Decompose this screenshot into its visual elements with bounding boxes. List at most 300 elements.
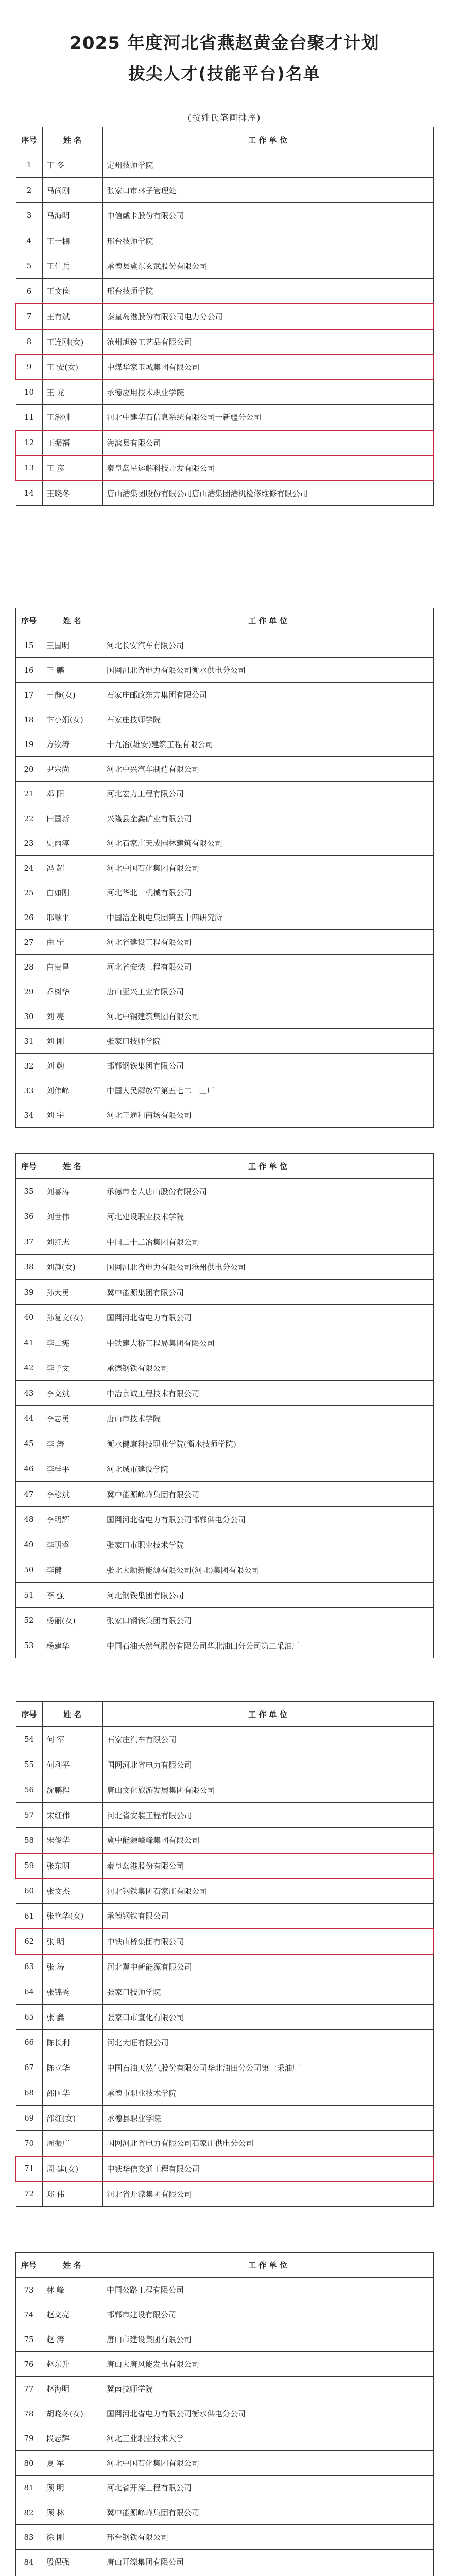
person-name: 陈立华 bbox=[42, 2055, 102, 2080]
table-row bbox=[16, 2156, 433, 2181]
header-unit: 工 作 单 位 bbox=[102, 2253, 434, 2278]
work-unit: 中铁山桥集团有限公司 bbox=[102, 1929, 433, 1954]
table-row bbox=[16, 1004, 434, 1029]
row-number: 83 bbox=[16, 2525, 42, 2550]
person-name: 段志辉 bbox=[42, 2426, 102, 2451]
person-name: 李志勇 bbox=[42, 1406, 102, 1431]
person-name: 李子文 bbox=[42, 1355, 102, 1381]
row-number: 75 bbox=[16, 2327, 42, 2352]
person-name: 冯 超 bbox=[42, 856, 102, 880]
work-unit: 秦皇岛港股份有限公司 bbox=[102, 1853, 433, 1878]
table-row bbox=[16, 1054, 434, 1078]
work-unit: 冀中能源集团有限公司 bbox=[102, 1280, 434, 1305]
person-name: 刘 刚 bbox=[42, 1029, 102, 1054]
table-row bbox=[16, 1608, 434, 1633]
work-unit: 张家口市职业技术学院 bbox=[102, 1532, 434, 1557]
work-unit: 河北省开滦集团有限公司 bbox=[102, 2181, 433, 2207]
row-number: 44 bbox=[16, 1406, 42, 1431]
work-unit: 海滨县有限公司 bbox=[102, 430, 433, 455]
person-name: 马海明 bbox=[42, 203, 102, 228]
person-name: 尹宗尚 bbox=[42, 757, 102, 782]
person-name: 胡晓冬(女) bbox=[42, 2401, 102, 2426]
table-row bbox=[16, 1507, 434, 1532]
person-name: 张东明 bbox=[42, 1853, 102, 1878]
work-unit: 国网河北省电力有限公司邯郸供电分公司 bbox=[102, 1507, 434, 1532]
person-name: 刘 勋 bbox=[42, 1054, 102, 1078]
table-row bbox=[16, 1381, 434, 1406]
table-row bbox=[16, 405, 433, 430]
work-unit: 河北钢铁集团有限公司 bbox=[102, 1583, 434, 1608]
table-row bbox=[16, 1029, 434, 1054]
table-row bbox=[16, 633, 434, 658]
person-name: 周 建(女) bbox=[42, 2156, 102, 2181]
person-name: 马尚刚 bbox=[42, 178, 102, 203]
row-number: 81 bbox=[16, 2476, 42, 2500]
person-name: 刘伟峰 bbox=[42, 1078, 102, 1103]
person-name: 李桂平 bbox=[42, 1456, 102, 1482]
row-number: 4 bbox=[16, 228, 42, 253]
table-row bbox=[16, 253, 433, 279]
table-row bbox=[16, 1229, 434, 1255]
person-name: 李文斌 bbox=[42, 1381, 102, 1406]
person-name: 刘静(女) bbox=[42, 1255, 102, 1280]
row-number: 40 bbox=[16, 1305, 42, 1330]
table-row bbox=[16, 1878, 433, 1904]
table-row bbox=[16, 1431, 434, 1456]
table-row bbox=[16, 1828, 433, 1853]
person-name: 王振福 bbox=[42, 430, 102, 455]
row-number: 25 bbox=[16, 880, 42, 905]
table-row bbox=[16, 880, 434, 905]
table-row bbox=[16, 2500, 434, 2525]
person-name: 陈长利 bbox=[42, 2030, 102, 2055]
header-unit: 工 作 单 位 bbox=[102, 608, 434, 633]
row-number: 53 bbox=[16, 1633, 42, 1658]
table-row bbox=[16, 1633, 434, 1658]
work-unit: 河北省安装工程有限公司 bbox=[102, 1803, 433, 1828]
work-unit: 张家口市宣化有限公司 bbox=[102, 2005, 433, 2030]
row-number: 2 bbox=[16, 178, 42, 203]
header-name: 姓 名 bbox=[42, 2253, 102, 2278]
row-number: 28 bbox=[16, 955, 42, 979]
table-row bbox=[16, 1954, 433, 1979]
person-name: 宋俊华 bbox=[42, 1828, 102, 1853]
row-number: 10 bbox=[16, 380, 42, 405]
work-unit: 张北大顺新能源有限公司(河北)集团有限公司 bbox=[102, 1557, 434, 1583]
header-unit: 工 作 单 位 bbox=[102, 1154, 434, 1179]
table-row bbox=[16, 955, 434, 979]
table-row bbox=[16, 430, 433, 455]
person-name: 邵国华 bbox=[42, 2080, 102, 2106]
table-row bbox=[16, 2401, 434, 2426]
person-name: 殷保强 bbox=[42, 2550, 102, 2574]
table-row bbox=[16, 1583, 434, 1608]
person-name: 刘喜涛 bbox=[42, 1179, 102, 1204]
row-number: 76 bbox=[16, 2352, 42, 2377]
table-header-row bbox=[16, 2253, 434, 2278]
row-number: 58 bbox=[16, 1828, 42, 1853]
row-number: 8 bbox=[16, 329, 42, 354]
work-unit: 中国石油天然气股份有限公司华北油田分公司第一采油厂 bbox=[102, 2055, 433, 2080]
work-unit: 河北正通和商场有限公司 bbox=[102, 1103, 434, 1128]
work-unit: 承德县冀东玄武股份有限公司 bbox=[102, 253, 433, 279]
work-unit: 唐山亚兴工业有限公司 bbox=[102, 979, 434, 1004]
row-number: 57 bbox=[16, 1803, 42, 1828]
row-number: 29 bbox=[16, 979, 42, 1004]
row-number: 49 bbox=[16, 1532, 42, 1557]
table-row bbox=[16, 1305, 434, 1330]
header-no: 序号 bbox=[16, 608, 42, 633]
table-row bbox=[16, 2278, 434, 2302]
header-no: 序号 bbox=[16, 1154, 42, 1179]
person-name: 刘红志 bbox=[42, 1229, 102, 1255]
person-name: 李二宪 bbox=[42, 1330, 102, 1355]
work-unit: 河北中国石化集团有限公司 bbox=[102, 856, 434, 880]
person-name: 赵文亮 bbox=[42, 2302, 102, 2327]
document-title: 2025 年度河北省燕赵黄金台聚才计划 bbox=[70, 33, 379, 54]
row-number: 7 bbox=[16, 304, 42, 329]
row-number: 42 bbox=[16, 1355, 42, 1381]
table-row bbox=[16, 782, 434, 806]
person-name: 刘 亮 bbox=[42, 1004, 102, 1029]
row-number: 71 bbox=[16, 2156, 42, 2181]
person-name: 郑 伟 bbox=[42, 2181, 102, 2207]
table-row bbox=[16, 707, 434, 732]
table-row bbox=[16, 856, 434, 880]
row-number: 35 bbox=[16, 1179, 42, 1204]
row-number: 22 bbox=[16, 806, 42, 831]
work-unit: 承德钢铁有限公司 bbox=[102, 1355, 434, 1381]
work-unit: 邯郸市建设有限公司 bbox=[102, 2302, 434, 2327]
table-row bbox=[16, 930, 434, 955]
header-name: 姓 名 bbox=[42, 1154, 102, 1179]
person-name: 夏 军 bbox=[42, 2451, 102, 2476]
work-unit: 衡水健康科技职业学院(衡水技师学院) bbox=[102, 1431, 434, 1456]
person-name: 孙复文(女) bbox=[42, 1305, 102, 1330]
work-unit: 十九冶(雄安)建筑工程有限公司 bbox=[102, 732, 434, 757]
name-table bbox=[15, 1153, 434, 1658]
work-unit: 定州技师学院 bbox=[102, 152, 433, 178]
person-name: 杨丽(女) bbox=[42, 1608, 102, 1633]
row-number: 39 bbox=[16, 1280, 42, 1305]
table-row bbox=[16, 2426, 434, 2451]
header-name: 姓 名 bbox=[42, 608, 102, 633]
row-number: 31 bbox=[16, 1029, 42, 1054]
row-number: 33 bbox=[16, 1078, 42, 1103]
table-row bbox=[16, 979, 434, 1004]
table-row bbox=[16, 2080, 433, 2106]
work-unit: 冀中能源峰峰集团有限公司 bbox=[102, 1828, 433, 1853]
row-number: 78 bbox=[16, 2401, 42, 2426]
person-name: 李健 bbox=[42, 1557, 102, 1583]
person-name: 沈鹏程 bbox=[42, 1777, 102, 1803]
row-number: 60 bbox=[16, 1878, 42, 1904]
person-name: 方钦涛 bbox=[42, 732, 102, 757]
table-row bbox=[16, 2525, 434, 2550]
work-unit: 国网河北省电力有限公司 bbox=[102, 1305, 434, 1330]
person-name: 王 彦 bbox=[42, 455, 102, 481]
header-no: 序号 bbox=[16, 2253, 42, 2278]
work-unit: 承德应用技术职业学院 bbox=[102, 380, 433, 405]
work-unit: 冀中能源峰峰集团有限公司 bbox=[102, 1482, 434, 1507]
person-name: 丁 冬 bbox=[42, 152, 102, 178]
row-number bbox=[16, 2574, 42, 2576]
work-unit: 河北中钢建筑集团有限公司 bbox=[102, 1004, 434, 1029]
row-number: 65 bbox=[16, 2005, 42, 2030]
person-name: 王一棚 bbox=[42, 228, 102, 253]
work-unit: 秦皇岛星运解科技开发有限公司 bbox=[102, 455, 433, 481]
work-unit: 中国二十二冶集团有限公司 bbox=[102, 1229, 434, 1255]
person-name: 宋红伟 bbox=[42, 1803, 102, 1828]
table-row bbox=[16, 203, 433, 228]
row-number: 61 bbox=[16, 1904, 42, 1929]
work-unit: 中国石油天然气股份有限公司华北油田分公司第二采油厂 bbox=[102, 1633, 434, 1658]
table-row bbox=[16, 1330, 434, 1355]
person-name: 王 鹏 bbox=[42, 658, 102, 683]
row-number: 84 bbox=[16, 2550, 42, 2574]
work-unit: 中国冶金机电集团第五十四研究所 bbox=[102, 905, 434, 930]
table-row bbox=[16, 2327, 434, 2352]
work-unit: 河北省建设工程有限公司 bbox=[102, 930, 434, 955]
row-number: 64 bbox=[16, 1979, 42, 2005]
work-unit: 国网河北省电力有限公司沧州供电分公司 bbox=[102, 1255, 434, 1280]
row-number: 73 bbox=[16, 2278, 42, 2302]
row-number: 43 bbox=[16, 1381, 42, 1406]
person-name: 王静(女) bbox=[42, 683, 102, 707]
person-name: 李明辉 bbox=[42, 1507, 102, 1532]
person-name: 田国新 bbox=[42, 806, 102, 831]
table-header-row bbox=[16, 127, 433, 152]
work-unit: 邯郸钢铁集团有限公司 bbox=[102, 1054, 434, 1078]
header-unit: 工 作 单 位 bbox=[102, 1702, 433, 1727]
row-number: 19 bbox=[16, 732, 42, 757]
row-number: 36 bbox=[16, 1204, 42, 1229]
table-row bbox=[16, 683, 434, 707]
person-name: 张 明 bbox=[42, 1929, 102, 1954]
row-number: 5 bbox=[16, 253, 42, 279]
row-number: 16 bbox=[16, 658, 42, 683]
work-unit: 承德钢铁有限公司 bbox=[102, 1904, 433, 1929]
person-name: 孙大勇 bbox=[42, 1280, 102, 1305]
person-name: 白如刚 bbox=[42, 880, 102, 905]
row-number: 27 bbox=[16, 930, 42, 955]
row-number: 56 bbox=[16, 1777, 42, 1803]
person-name: 王仕兵 bbox=[42, 253, 102, 279]
table-header-row bbox=[16, 608, 434, 633]
table-row bbox=[16, 1752, 433, 1777]
table-row bbox=[16, 1406, 434, 1431]
row-number: 51 bbox=[16, 1583, 42, 1608]
table-row bbox=[16, 2030, 433, 2055]
row-number: 38 bbox=[16, 1255, 42, 1280]
table-row bbox=[16, 1853, 433, 1878]
table-row bbox=[16, 1777, 433, 1803]
work-unit: 唐山港集团股份有限公司唐山港集团港机检修维修有限公司 bbox=[102, 481, 433, 506]
person-name: 王晓冬 bbox=[42, 481, 102, 506]
header-no: 序号 bbox=[16, 1702, 42, 1727]
table-row bbox=[16, 1255, 434, 1280]
work-unit: 承德县职业学院 bbox=[102, 2106, 433, 2131]
row-number: 63 bbox=[16, 1954, 42, 1979]
work-unit: 唐山文化旅游发展集团有限公司 bbox=[102, 1777, 433, 1803]
table-row bbox=[16, 2181, 433, 2207]
table-row bbox=[16, 2574, 434, 2576]
person-name: 张 涛 bbox=[42, 1954, 102, 1979]
table-row bbox=[16, 1979, 433, 2005]
work-unit: 冀中能源峰峰集团有限公司 bbox=[102, 2500, 434, 2525]
table-row bbox=[16, 1727, 433, 1752]
work-unit: 张家口市林子管理处 bbox=[102, 178, 433, 203]
work-unit: 兴隆县金鑫矿业有限公司 bbox=[102, 806, 434, 831]
work-unit: 唐山市建设集团有限公司 bbox=[102, 2327, 434, 2352]
table-row bbox=[16, 1355, 434, 1381]
row-number: 69 bbox=[16, 2106, 42, 2131]
row-number: 13 bbox=[16, 455, 42, 481]
person-name: 何 军 bbox=[42, 1727, 102, 1752]
person-name: 乔树华 bbox=[42, 979, 102, 1004]
table-row bbox=[16, 2352, 434, 2377]
table-row bbox=[16, 2377, 434, 2401]
work-unit: 张家口钢铁集团有限公司 bbox=[102, 1608, 434, 1633]
row-number: 48 bbox=[16, 1507, 42, 1532]
table-row bbox=[16, 658, 434, 683]
row-number: 9 bbox=[16, 354, 42, 380]
row-number: 59 bbox=[16, 1853, 42, 1878]
work-unit: 河北大旺有限公司 bbox=[102, 2030, 433, 2055]
person-name: 赵 涛 bbox=[42, 2327, 102, 2352]
person-name: 何利平 bbox=[42, 1752, 102, 1777]
row-number: 37 bbox=[16, 1229, 42, 1255]
header-unit: 工 作 单 位 bbox=[102, 127, 433, 152]
row-number: 17 bbox=[16, 683, 42, 707]
header-name: 姓 名 bbox=[42, 127, 102, 152]
table-header-row bbox=[16, 1702, 433, 1727]
work-unit: 石家庄汽车有限公司 bbox=[102, 1727, 433, 1752]
person-name: 曲 宁 bbox=[42, 930, 102, 955]
row-number: 23 bbox=[16, 831, 42, 856]
work-unit: 河北中建华石信息系统有限公司一新疆分公司 bbox=[102, 405, 433, 430]
person-name: 徐 刚 bbox=[42, 2525, 102, 2550]
work-unit bbox=[102, 2574, 434, 2576]
row-number: 70 bbox=[16, 2131, 42, 2156]
person-name: 张文杰 bbox=[42, 1878, 102, 1904]
row-number: 46 bbox=[16, 1456, 42, 1482]
row-number: 45 bbox=[16, 1431, 42, 1456]
person-name: 李松斌 bbox=[42, 1482, 102, 1507]
person-name: 顾 林 bbox=[42, 2500, 102, 2525]
row-number: 77 bbox=[16, 2377, 42, 2401]
header-name: 姓 名 bbox=[42, 1702, 102, 1727]
work-unit: 邢台钢铁有限公司 bbox=[102, 2525, 434, 2550]
work-unit: 河北工业职业技术大学 bbox=[102, 2426, 434, 2451]
work-unit: 河北省安装工程有限公司 bbox=[102, 955, 434, 979]
table-row bbox=[16, 178, 433, 203]
table-row bbox=[16, 1929, 433, 1954]
sort-note: (按姓氏笔画排序) bbox=[187, 113, 262, 123]
row-number: 79 bbox=[16, 2426, 42, 2451]
work-unit: 中铁华信交通工程有限公司 bbox=[102, 2156, 433, 2181]
row-number: 55 bbox=[16, 1752, 42, 1777]
row-number: 62 bbox=[16, 1929, 42, 1954]
work-unit: 河北省开滦工程有限公司 bbox=[102, 2476, 434, 2500]
row-number: 80 bbox=[16, 2451, 42, 2476]
row-number: 68 bbox=[16, 2080, 42, 2106]
person-name: 周振广 bbox=[42, 2131, 102, 2156]
row-number: 24 bbox=[16, 856, 42, 880]
person-name: 王 龙 bbox=[42, 380, 102, 405]
table-row bbox=[16, 2451, 434, 2476]
person-name: 李 强 bbox=[42, 1583, 102, 1608]
work-unit: 国网河北省电力有限公司衡水供电分公司 bbox=[102, 658, 434, 683]
person-name: 邓 阳 bbox=[42, 782, 102, 806]
table-row bbox=[16, 329, 433, 354]
work-unit: 张家口技师学院 bbox=[102, 1029, 434, 1054]
work-unit: 河北长安汽车有限公司 bbox=[102, 633, 434, 658]
work-unit: 国网河北省电力有限公司 bbox=[102, 1752, 433, 1777]
row-number: 67 bbox=[16, 2055, 42, 2080]
row-number: 41 bbox=[16, 1330, 42, 1355]
table-row bbox=[16, 2476, 434, 2500]
row-number: 50 bbox=[16, 1557, 42, 1583]
person-name: 顾 明 bbox=[42, 2476, 102, 2500]
table-row bbox=[16, 831, 434, 856]
document-subtitle: 拔尖人才(技能平台)名单 bbox=[128, 64, 321, 83]
table-row bbox=[16, 1179, 434, 1204]
table-row bbox=[16, 2005, 433, 2030]
work-unit: 中国人民解放军第五七二一工厂 bbox=[102, 1078, 434, 1103]
table-row bbox=[16, 1280, 434, 1305]
table-row bbox=[16, 304, 433, 329]
person-name: 史雨淳 bbox=[42, 831, 102, 856]
table-row bbox=[16, 2550, 434, 2574]
table-row bbox=[16, 1482, 434, 1507]
row-number: 6 bbox=[16, 279, 42, 304]
work-unit: 国网河北省电力有限公司衡水供电分公司 bbox=[102, 2401, 434, 2426]
work-unit: 河北宏力工程有限公司 bbox=[102, 782, 434, 806]
work-unit: 承德市职业技术学院 bbox=[102, 2080, 433, 2106]
work-unit: 中铁建大桥工程局集团有限公司 bbox=[102, 1330, 434, 1355]
name-table bbox=[15, 127, 434, 506]
person-name: 王连刚(女) bbox=[42, 329, 102, 354]
row-number: 72 bbox=[16, 2181, 42, 2207]
work-unit: 中冶京诚工程技术有限公司 bbox=[102, 1381, 434, 1406]
table-row bbox=[16, 2302, 434, 2327]
table-row bbox=[16, 1103, 434, 1128]
row-number: 47 bbox=[16, 1482, 42, 1507]
row-number: 1 bbox=[16, 152, 42, 178]
table-row bbox=[16, 2055, 433, 2080]
work-unit: 中煤华家玉城集团有限公司 bbox=[102, 354, 433, 380]
row-number: 20 bbox=[16, 757, 42, 782]
table-row bbox=[16, 1904, 433, 1929]
row-number: 14 bbox=[16, 481, 42, 506]
person-name: 白贵昌 bbox=[42, 955, 102, 979]
table-row bbox=[16, 1557, 434, 1583]
person-name: 杨建华 bbox=[42, 1633, 102, 1658]
table-row bbox=[16, 757, 434, 782]
row-number: 54 bbox=[16, 1727, 42, 1752]
work-unit: 沧州旭锐工艺品有限公司 bbox=[102, 329, 433, 354]
person-name: 王有斌 bbox=[42, 304, 102, 329]
row-number: 82 bbox=[16, 2500, 42, 2525]
table-row bbox=[16, 481, 433, 506]
row-number: 21 bbox=[16, 782, 42, 806]
work-unit: 河北钢铁集团石家庄有限公司 bbox=[102, 1878, 433, 1904]
table-row bbox=[16, 279, 433, 304]
person-name: 张锦秀 bbox=[42, 1979, 102, 2005]
work-unit: 张家口技师学院 bbox=[102, 1979, 433, 2005]
work-unit: 河北建设职业技术学院 bbox=[102, 1204, 434, 1229]
